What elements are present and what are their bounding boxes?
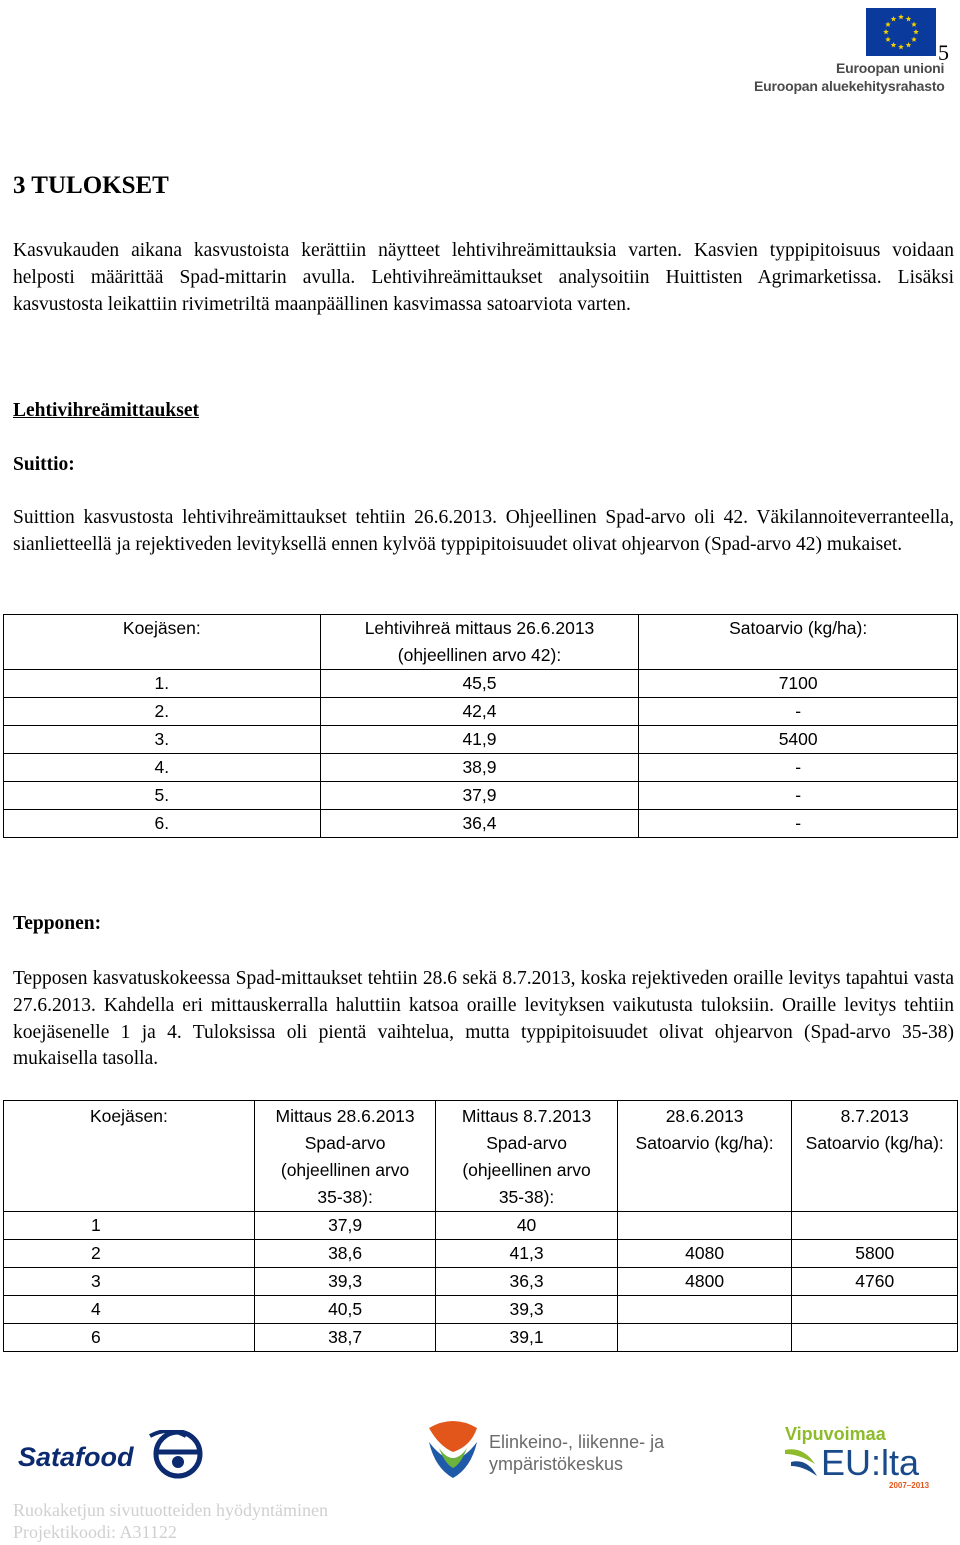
table-cell: - [639, 754, 958, 782]
table-cell: 1 [4, 1212, 255, 1240]
table-row [4, 754, 958, 782]
table-cell: 5400 [639, 726, 958, 754]
suittio-table [3, 614, 958, 838]
table-row [4, 726, 958, 754]
table-cell: 37,9 [320, 782, 639, 810]
table-row [4, 670, 958, 698]
svg-text:2007–2013: 2007–2013 [889, 1481, 930, 1490]
table-cell: 3 [4, 1268, 255, 1296]
table-cell: - [639, 782, 958, 810]
table-cell: 36,4 [320, 810, 639, 838]
table-cell: 4760 [792, 1268, 958, 1296]
header-cell: 8.7.2013 Satoarvio (kg/ha): [792, 1101, 958, 1212]
table-row [4, 1324, 958, 1352]
table-row [4, 810, 958, 838]
table-row [4, 782, 958, 810]
tepponen-paragraph: Tepposen kasvatuskokeessa Spad-mittaukset tehtiin 28.6 sekä 8.7.2013, koska rejektiveden oraille levitys tapahtui vasta 27.6.2013. Kahdella eri mittauskerralla haluttiin katsoa oraille levityksen vaikutusta tuloksiin. Oraille levitys tehtiin koejäsenelle 1 ja 4. Tuloksissa oli pientä vaihtelua, mutta typpipitoisuudet olivat ohjearvon (Spad-arvo 35-38) mukaisella tasolla. [13, 968, 954, 1070]
table-cell: 45,5 [320, 670, 639, 698]
header-cell: Koejäsen: [4, 615, 321, 670]
table-row [4, 1212, 958, 1240]
vipuvoimaa-logo [785, 1420, 945, 1495]
table-cell: 2 [4, 1240, 255, 1268]
satafood-logo-icon [18, 1430, 208, 1490]
page-number: 5 [938, 40, 949, 65]
table-cell: - [639, 698, 958, 726]
header-cell: 28.6.2013 Satoarvio (kg/ha): [617, 1101, 792, 1212]
table-row [4, 1296, 958, 1324]
table-cell: 36,3 [436, 1268, 617, 1296]
table-cell: 5800 [792, 1240, 958, 1268]
table-cell [792, 1212, 958, 1240]
table-cell: 4. [4, 754, 321, 782]
table-cell: 3. [4, 726, 321, 754]
eu-flag-icon [866, 8, 936, 56]
svg-text:ympäristökeskus: ympäristökeskus [489, 1454, 624, 1474]
table-cell: 42,4 [320, 698, 639, 726]
table-cell: 41,3 [436, 1240, 617, 1268]
suittio-paragraph: Suittion kasvustosta lehtivihreämittaukset tehtiin 26.6.2013. Ohjeellinen Spad-arvo oli 42. Väkilannoiteverranteella, sianlietteellä ja rejektiveden levityksellä ennen kylvöä typpipitoisuudet olivat ohjearvon (Spad-arvo 42) mukaiset. [13, 507, 954, 555]
table-cell: 4080 [617, 1240, 792, 1268]
table-cell: 6 [4, 1324, 255, 1352]
table-row [4, 1268, 958, 1296]
table-cell: 37,9 [254, 1212, 435, 1240]
table-cell: 38,9 [320, 754, 639, 782]
table-cell: 4800 [617, 1268, 792, 1296]
table-cell [617, 1296, 792, 1324]
table-cell: 41,9 [320, 726, 639, 754]
table-cell: 39,3 [436, 1296, 617, 1324]
table-cell: 2. [4, 698, 321, 726]
table-cell: 6. [4, 810, 321, 838]
table-cell: 7100 [639, 670, 958, 698]
tepponen-table [3, 1100, 958, 1352]
table-cell: 39,3 [254, 1268, 435, 1296]
eu-logo-line2: Euroopan aluekehitysrahasto [754, 78, 945, 94]
header-cell: Koejäsen: [4, 1101, 255, 1212]
header-cell: Mittaus 8.7.2013 Spad-arvo (ohjeellinen arvo 35-38): [436, 1101, 617, 1212]
table-cell: 39,1 [436, 1324, 617, 1352]
table-cell: - [639, 810, 958, 838]
table-cell: 40 [436, 1212, 617, 1240]
svg-text:Vipuvoimaa: Vipuvoimaa [785, 1424, 886, 1444]
header-cell: Satoarvio (kg/ha): [639, 615, 958, 670]
svg-text:Satafood: Satafood [18, 1442, 134, 1472]
table-cell: 1. [4, 670, 321, 698]
table-cell [792, 1324, 958, 1352]
table-row [4, 1240, 958, 1268]
svg-text:EU:lta: EU:lta [821, 1442, 920, 1483]
header-cell: Mittaus 28.6.2013 Spad-arvo (ohjeellinen arvo 35-38): [254, 1101, 435, 1212]
ely-logo-icon [425, 1418, 675, 1484]
table-cell: 40,5 [254, 1296, 435, 1324]
footer-project-name: Ruokaketjun sivutuotteiden hyödyntäminen [13, 1500, 328, 1520]
tepponen-title: Tepponen: [13, 913, 102, 934]
table-header-row [4, 1101, 958, 1212]
svg-text:Elinkeino-, liikenne- ja: Elinkeino-, liikenne- ja [489, 1432, 665, 1452]
footer-project-code: Projektikoodi: A31122 [13, 1522, 177, 1542]
satafood-logo [18, 1430, 208, 1495]
table-cell [617, 1324, 792, 1352]
table-row [4, 698, 958, 726]
table-cell: 38,6 [254, 1240, 435, 1268]
ely-logo [425, 1418, 675, 1489]
table-cell [617, 1212, 792, 1240]
table-cell: 38,7 [254, 1324, 435, 1352]
table-cell [792, 1296, 958, 1324]
subsection-title: Lehtivihreämittaukset [13, 400, 199, 421]
header-cell: Lehtivihreä mittaus 26.6.2013 (ohjeellinen arvo 42): [320, 615, 639, 670]
suittio-title: Suittio: [13, 454, 75, 475]
table-header-row [4, 615, 958, 670]
section-heading: 3 TULOKSET [13, 172, 169, 199]
intro-paragraph: Kasvukauden aikana kasvustoista kerättiin näytteet lehtivihreämittauksia varten. Kasvien typpipitoisuus voidaan helposti määrittää Spad-mittarin avulla. Lehtivihreämittaukset analysoitiin Huittisten Agrimarketissa. Lisäksi kasvustosta leikattiin rivimetriltä maanpäällinen kasvimassa satoarviota varten. [13, 240, 954, 315]
table-cell: 5. [4, 782, 321, 810]
vipuvoimaa-logo-icon [785, 1420, 945, 1490]
table-cell: 4 [4, 1296, 255, 1324]
eu-logo-line1: Euroopan unioni [836, 60, 945, 76]
